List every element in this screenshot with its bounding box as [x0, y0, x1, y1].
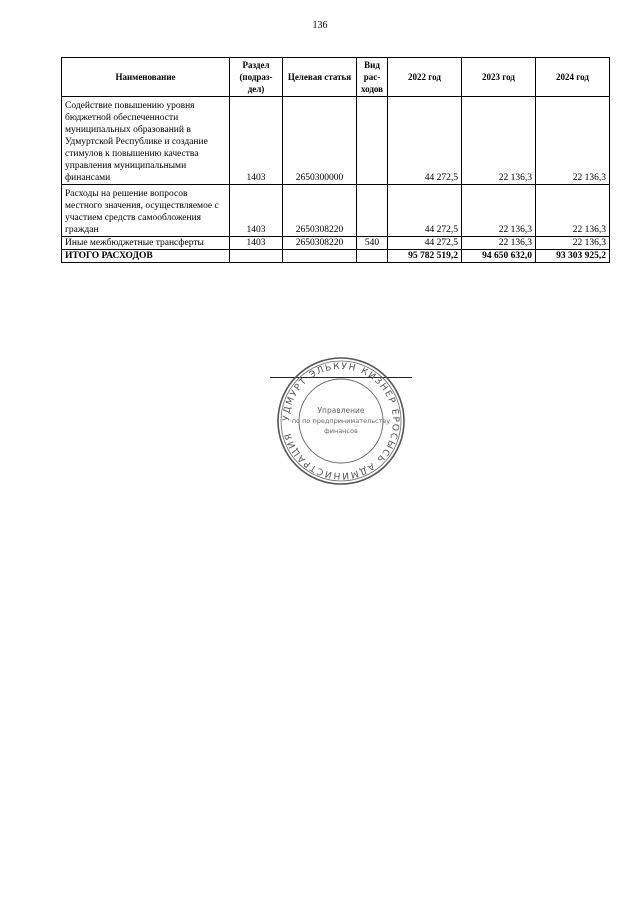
row-target: 2650300000 [283, 97, 357, 185]
row-section: 1403 [230, 185, 283, 237]
row-type [357, 97, 388, 185]
stamp-center-line3: финансов [324, 427, 358, 435]
row-2023: 22 136,3 [462, 237, 536, 250]
budget-table-wrapper [61, 57, 609, 263]
page-number: 136 [312, 20, 328, 31]
total-2022: 95 782 519,2 [388, 250, 462, 263]
stamp-outer-text: УДМУРТ ЭЛЬКУН КИЗНЕР ЁРОСЫСЬ АДМИНИСТРАЦИЯ [281, 361, 401, 481]
table-total-row [62, 250, 610, 263]
row-2022: 44 272,5 [388, 185, 462, 237]
signature-stamp-area [265, 355, 425, 490]
row-2023: 22 136,3 [462, 185, 536, 237]
table-header-row [62, 58, 610, 97]
table-row [62, 237, 610, 250]
row-2024: 22 136,3 [536, 185, 610, 237]
total-target [283, 250, 357, 263]
budget-table [61, 57, 610, 263]
row-type [357, 185, 388, 237]
row-section: 1403 [230, 97, 283, 185]
row-target: 2650308220 [283, 185, 357, 237]
header-2022: 2022 год [388, 58, 462, 97]
total-section [230, 250, 283, 263]
row-2022: 44 272,5 [388, 237, 462, 250]
table-row [62, 97, 610, 185]
total-2023: 94 650 632,0 [462, 250, 536, 263]
header-type: Вид рас-ходов [357, 58, 388, 97]
header-target: Целевая статья [283, 58, 357, 97]
row-section: 1403 [230, 237, 283, 250]
total-type [357, 250, 388, 263]
header-2023: 2023 год [462, 58, 536, 97]
stamp-center-line1: Управление [317, 406, 365, 415]
row-type: 540 [357, 237, 388, 250]
total-2024: 93 303 925,2 [536, 250, 610, 263]
header-name: Наименование [62, 58, 230, 97]
row-target: 2650308220 [283, 237, 357, 250]
stamp-center-line2: по по предпринимательству [291, 417, 391, 425]
row-name: Расходы на решение вопросов местного значения, осуществляемое с участием средств самообложения граждан [62, 185, 230, 237]
header-section: Раздел (подраз-дел) [230, 58, 283, 97]
header-2024: 2024 год [536, 58, 610, 97]
official-seal-icon [265, 355, 425, 490]
total-label: ИТОГО РАСХОДОВ [62, 250, 230, 263]
row-name: Содействие повышению уровня бюджетной обеспеченности муниципальных образований в Удмуртской Республике и создание стимулов к повышению качества управления муниципальными финансами [62, 97, 230, 185]
row-name: Иные межбюджетные трансферты [62, 237, 230, 250]
row-2024: 22 136,3 [536, 237, 610, 250]
row-2022: 44 272,5 [388, 97, 462, 185]
table-row [62, 185, 610, 237]
row-2024: 22 136,3 [536, 97, 610, 185]
row-2023: 22 136,3 [462, 97, 536, 185]
